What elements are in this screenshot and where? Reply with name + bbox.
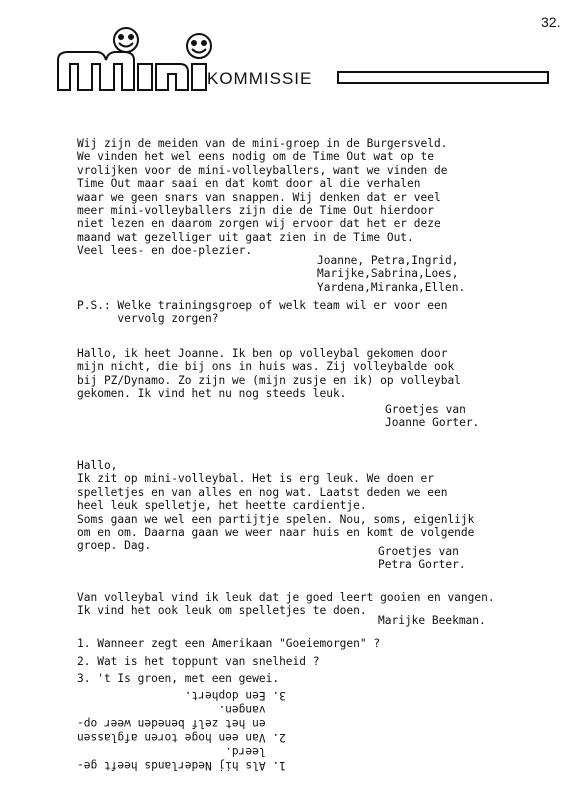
upside-down-answers xyxy=(77,688,286,772)
letter4-signature: Marijke Beekman. xyxy=(378,614,486,627)
logo-letter-i xyxy=(138,64,152,90)
page-number: 32. xyxy=(541,14,561,30)
answer-2-line-1: 2. Van een hoge toren afglassen xyxy=(77,731,286,744)
smiley-icon-2 xyxy=(187,34,211,58)
header-rule xyxy=(337,71,549,84)
letter4-body: Van volleybal vind ik leuk dat je goed leert gooien en vangen. Ik vind het ook leuk om spelletjes te doen. xyxy=(77,591,495,618)
letter2-signature: Groetjes van Joanne Gorter. xyxy=(385,403,480,430)
riddle-3: 3. 't Is groen, met een gewei. xyxy=(77,672,280,685)
logo-letter-i2 xyxy=(192,64,206,90)
answer-2-line-2: en het zelf beneden weer op- xyxy=(77,717,286,730)
letter1-body: Wij zijn de meiden van de mini-groep in de Burgersveld. We vinden het wel eens nodig om de Time Out wat op te vrolijken voor de mini-volleyballers, want we vinden de Time Out maar saai en dat komt door al die verhalen waar we geen snars van snappen. Wij denken dat er veel meer mini-volleyballers zijn die de Time Out hierdoor niet lezen en daarom zorgen wij ervoor dat het er deze maand wat gezelliger uit gaat zien in de Time Out. Veel lees- en doe-plezier. xyxy=(77,137,448,258)
riddle-2: 2. Wat is het toppunt van snelheid ? xyxy=(77,655,320,668)
smiley-icon xyxy=(114,28,138,52)
letter1-ps: P.S.: Welke trainingsgroep of welk team wil er voor een vervolg zorgen? xyxy=(77,299,448,326)
answer-1-line-1: 1. Als hij Nederlands heeft ge- xyxy=(77,759,286,772)
logo-letter-m xyxy=(58,52,134,90)
mini-logo xyxy=(54,26,214,96)
header xyxy=(54,26,554,96)
logo-letter-n xyxy=(156,64,188,90)
answer-1-line-2: leerd. xyxy=(225,745,286,758)
answer-3-line-1: 3. Een dophert. xyxy=(184,689,286,702)
letter3-body: Hallo, Ik zit op mini-volleybal. Het is erg leuk. We doen er spelletjes en van alles en nog wat. Laatst deden we een heel leuk spelletje, het heette cardientje. Soms gaan we wel een partijtje spelen. Nou, soms, eigenlijk om en om. Daarna gaan we weer naar huis en komt de volgende groep. Dag. xyxy=(77,459,475,553)
answer-2-line-3: vangen. xyxy=(218,703,286,716)
letter3-signature: Groetjes van Petra Gorter. xyxy=(378,545,466,572)
letter2-body: Hallo, ik heet Joanne. Ik ben op volleybal gekomen door mijn nicht, die bij ons in huis was. Zij volleybalde ook bij PZ/Dynamo. Zo zijn we (mijn zusje en ik) op volleybal gekomen. Ik vind het nu nog steeds leuk. xyxy=(77,347,461,401)
riddle-1: 1. Wanneer zegt een Amerikaan "Goeiemorgen" ? xyxy=(77,637,381,650)
letter1-signature: Joanne, Petra,Ingrid, Marijke,Sabrina,Loes, Yardena,Miranka,Ellen. xyxy=(317,254,466,294)
section-title: KOMMISSIE xyxy=(207,69,313,88)
